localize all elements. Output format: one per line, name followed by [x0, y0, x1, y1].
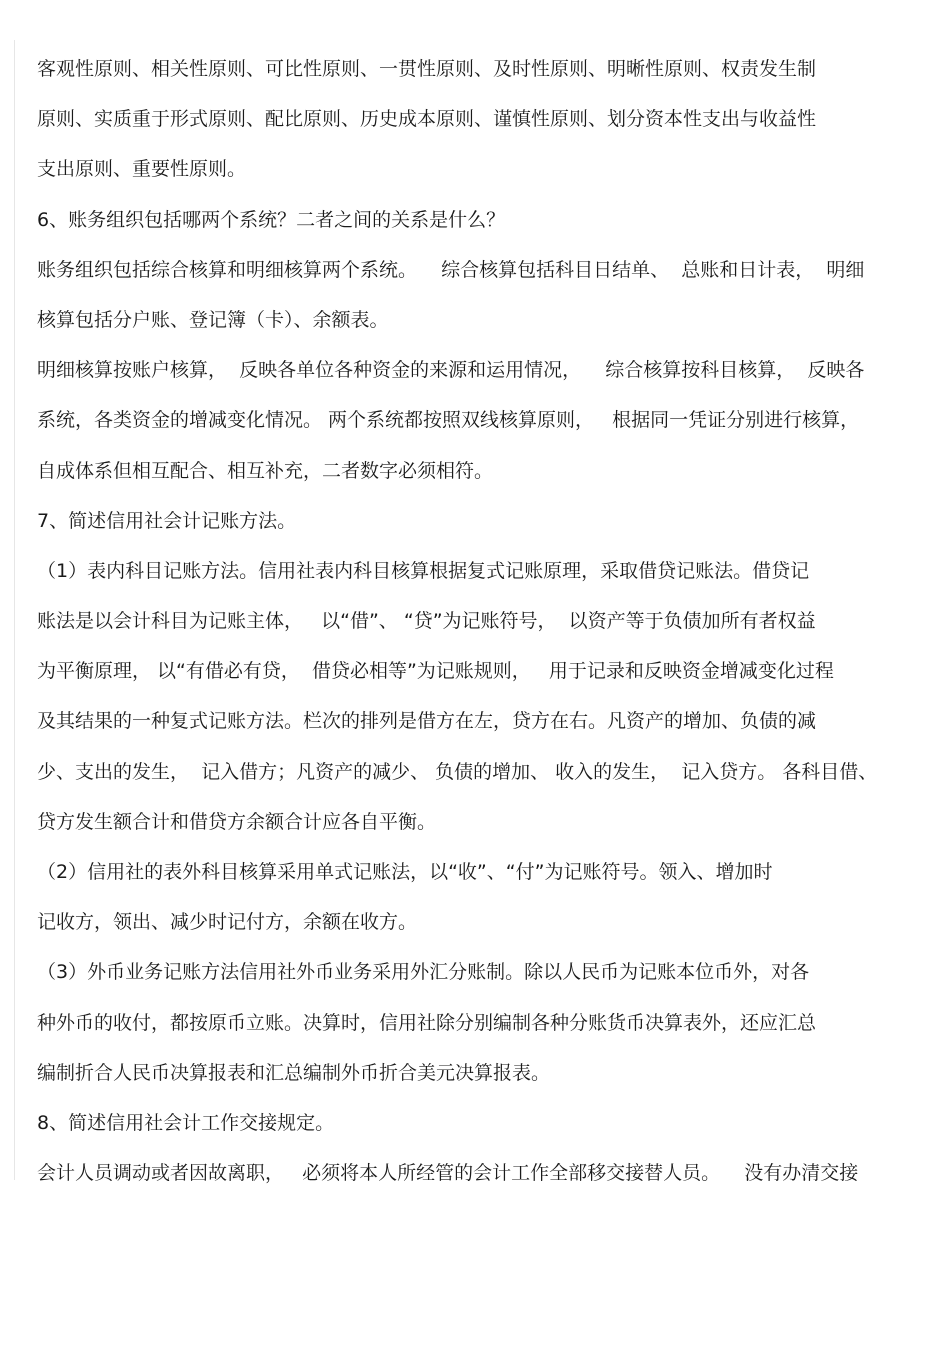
text-line: 明细核算按账户核算， 反映各单位各种资金的来源和运用情况， 综合核算按科目核算， 反映各 [37, 359, 865, 382]
page-margin-rule [14, 40, 15, 1180]
text-line: 账法是以会计科目为记账主体， 以“借”、 “贷”为记账符号， 以资产等于负债加所有者权益 [37, 610, 816, 633]
question-heading: 7、简述信用社会计记账方法。 [37, 509, 297, 532]
text-line: 少、支出的发生， 记入借方；凡资产的减少、 负债的增加、 收入的发生， 记入贷方。 各科目借、 [37, 760, 878, 783]
text-line: 会计人员调动或者因故离职， 必须将本人所经管的会计工作全部移交接替人员。 没有办清交接 [37, 1162, 859, 1185]
text-line: 系统，各类资金的增减变化情况。 两个系统都按照双线核算原则， 根据同一凭证分别进行核算， [37, 409, 860, 432]
text-line: 种外币的收付，都按原币立账。决算时，信用社除分别编制各种分账货币决算表外，还应汇总 [37, 1011, 817, 1034]
text-line: 自成体系但相互配合、相互补充，二者数字必须相符。 [37, 459, 494, 482]
text-line: 贷方发生额合计和借贷方余额合计应各自平衡。 [37, 810, 437, 833]
text-line: 支出原则、重要性原则。 [37, 158, 247, 181]
document-body [37, 52, 942, 1206]
text-line: （1）表内科目记账方法。信用社表内科目核算根据复式记账原理，采取借贷记账法。借贷记 [37, 559, 810, 582]
text-line: （2）信用社的表外科目核算采用单式记账法，以“收”、“付”为记账符号。领入、增加时 [37, 861, 773, 883]
text-line: 编制折合人民币决算报表和汇总编制外币折合美元决算报表。 [37, 1061, 551, 1084]
text-line: 账务组织包括综合核算和明细核算两个系统。 综合核算包括科目日结单、 总账和日计表， 明细 [37, 258, 865, 281]
text-line: 核算包括分户账、登记簿（卡）、余额表。 [37, 308, 389, 331]
text-line: 原则、实质重于形式原则、配比原则、历史成本原则、谨慎性原则、划分资本性支出与收益性 [37, 108, 817, 131]
question-heading: 8、简述信用社会计工作交接规定。 [37, 1111, 335, 1134]
text-line: （3）外币业务记账方法信用社外币业务采用外汇分账制。除以人民币为记账本位币外，对各 [37, 961, 810, 984]
text-line: 及其结果的一种复式记账方法。栏次的排列是借方在左，贷方在右。凡资产的增加、负债的减 [37, 710, 817, 733]
text-line: 记收方，领出、减少时记付方，余额在收方。 [37, 911, 418, 934]
text-line: 为平衡原理， 以“有借必有贷， 借贷必相等”为记账规则， 用于记录和反映资金增减变化过程 [37, 660, 834, 683]
text-line: 客观性原则、相关性原则、可比性原则、一贯性原则、及时性原则、明晰性原则、权责发生制 [37, 58, 817, 80]
question-heading: 6、账务组织包括哪两个系统？二者之间的关系是什么？ [37, 208, 506, 231]
